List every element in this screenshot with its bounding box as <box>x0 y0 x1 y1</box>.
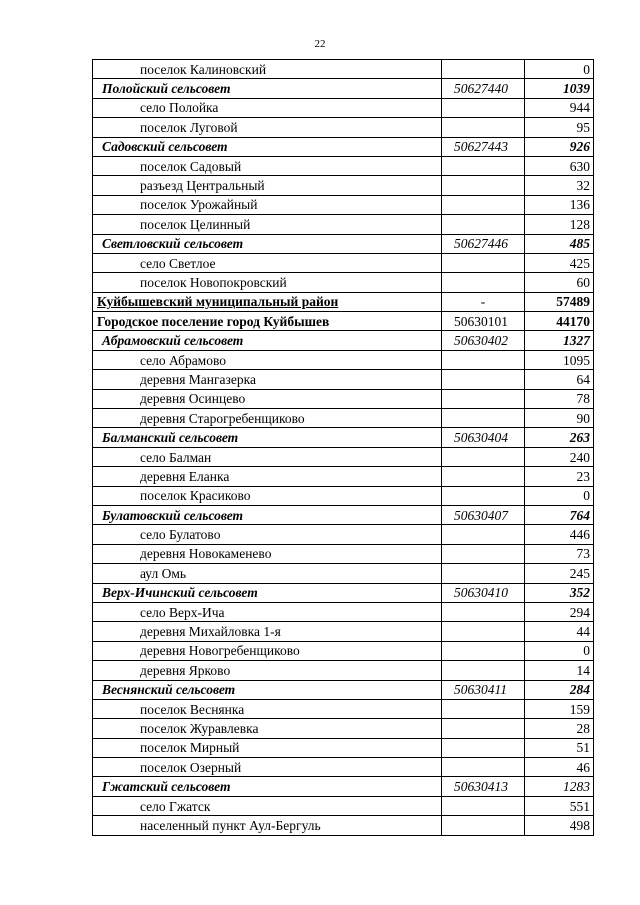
code-cell <box>442 738 525 757</box>
name-cell: Городское поселение город Куйбышев <box>93 312 442 331</box>
page-number: 22 <box>314 38 326 50</box>
population-cell: 78 <box>525 389 594 408</box>
code-cell <box>442 796 525 815</box>
code-cell <box>442 486 525 505</box>
table-row-city <box>93 312 594 331</box>
name-cell: поселок Урожайный <box>93 195 442 214</box>
table-row-council <box>93 680 594 699</box>
population-cell: 294 <box>525 602 594 621</box>
population-cell: 23 <box>525 467 594 486</box>
code-cell <box>442 156 525 175</box>
population-cell: 630 <box>525 156 594 175</box>
population-cell: 926 <box>525 137 594 156</box>
table-row-district <box>93 292 594 311</box>
code-cell <box>442 719 525 738</box>
table-row-settlement <box>93 195 594 214</box>
table-row-settlement <box>93 486 594 505</box>
code-cell <box>442 215 525 234</box>
table-row-council <box>93 79 594 98</box>
code-cell <box>442 409 525 428</box>
population-cell: 0 <box>525 641 594 660</box>
population-cell: 159 <box>525 699 594 718</box>
code-cell: 50630402 <box>442 331 525 350</box>
population-cell: 944 <box>525 98 594 117</box>
name-cell: деревня Мангазерка <box>93 370 442 389</box>
code-cell <box>442 253 525 272</box>
table-row-settlement <box>93 738 594 757</box>
name-cell: деревня Старогребенщиково <box>93 409 442 428</box>
name-cell: Садовский сельсовет <box>93 137 442 156</box>
code-cell: 50630404 <box>442 428 525 447</box>
table-row-settlement <box>93 816 594 835</box>
population-cell: 1095 <box>525 350 594 369</box>
name-cell: деревня Еланка <box>93 467 442 486</box>
table-row-settlement <box>93 156 594 175</box>
population-cell: 136 <box>525 195 594 214</box>
code-cell <box>442 389 525 408</box>
population-cell: 263 <box>525 428 594 447</box>
population-cell: 44170 <box>525 312 594 331</box>
table-row-settlement <box>93 622 594 641</box>
table-row-settlement <box>93 60 594 79</box>
code-cell <box>442 641 525 660</box>
table-row-settlement <box>93 350 594 369</box>
name-cell: село Гжатск <box>93 796 442 815</box>
table-row-settlement <box>93 641 594 660</box>
code-cell: 50630407 <box>442 505 525 524</box>
code-cell <box>442 195 525 214</box>
name-cell: поселок Веснянка <box>93 699 442 718</box>
name-cell: поселок Новопокровский <box>93 273 442 292</box>
table-row-settlement <box>93 564 594 583</box>
code-cell <box>442 273 525 292</box>
code-cell: 50627443 <box>442 137 525 156</box>
code-cell: 50630101 <box>442 312 525 331</box>
name-cell: поселок Целинный <box>93 215 442 234</box>
code-cell <box>442 564 525 583</box>
population-cell: 551 <box>525 796 594 815</box>
table-row-settlement <box>93 699 594 718</box>
table-row-settlement <box>93 525 594 544</box>
name-cell: поселок Красиково <box>93 486 442 505</box>
code-cell <box>442 350 525 369</box>
name-cell: Полойский сельсовет <box>93 79 442 98</box>
code-cell <box>442 699 525 718</box>
name-cell: деревня Новокаменево <box>93 544 442 563</box>
code-cell <box>442 544 525 563</box>
table-row-settlement <box>93 389 594 408</box>
table-row-settlement <box>93 467 594 486</box>
name-cell: Верх-Ичинский сельсовет <box>93 583 442 602</box>
code-cell <box>442 60 525 79</box>
table-row-council <box>93 505 594 524</box>
population-cell: 128 <box>525 215 594 234</box>
table-row-settlement <box>93 602 594 621</box>
name-cell: поселок Калиновский <box>93 60 442 79</box>
table-body <box>93 60 594 836</box>
name-cell: Балманский сельсовет <box>93 428 442 447</box>
population-cell: 425 <box>525 253 594 272</box>
population-cell: 90 <box>525 409 594 428</box>
name-cell: деревня Ярково <box>93 661 442 680</box>
name-cell: село Балман <box>93 447 442 466</box>
code-cell: 50630410 <box>442 583 525 602</box>
name-cell: Булатовский сельсовет <box>93 505 442 524</box>
name-cell: село Полойка <box>93 98 442 117</box>
code-cell <box>442 98 525 117</box>
population-cell: 51 <box>525 738 594 757</box>
code-cell: 50627440 <box>442 79 525 98</box>
name-cell: Веснянский сельсовет <box>93 680 442 699</box>
name-cell: Светловский сельсовет <box>93 234 442 253</box>
code-cell <box>442 176 525 195</box>
population-cell: 245 <box>525 564 594 583</box>
name-cell: Куйбышевский муниципальный район <box>93 292 442 311</box>
table-row-council <box>93 583 594 602</box>
population-cell: 0 <box>525 486 594 505</box>
table-row-settlement <box>93 98 594 117</box>
population-cell: 1039 <box>525 79 594 98</box>
code-cell <box>442 816 525 835</box>
population-cell: 498 <box>525 816 594 835</box>
population-cell: 73 <box>525 544 594 563</box>
name-cell: аул Омь <box>93 564 442 583</box>
table-row-council <box>93 234 594 253</box>
name-cell: Гжатский сельсовет <box>93 777 442 796</box>
name-cell: село Светлое <box>93 253 442 272</box>
code-cell <box>442 370 525 389</box>
population-cell: 95 <box>525 118 594 137</box>
name-cell: Абрамовский сельсовет <box>93 331 442 350</box>
population-cell: 64 <box>525 370 594 389</box>
population-cell: 284 <box>525 680 594 699</box>
table-row-settlement <box>93 273 594 292</box>
table-row-settlement <box>93 661 594 680</box>
code-cell <box>442 758 525 777</box>
population-cell: 46 <box>525 758 594 777</box>
population-cell: 240 <box>525 447 594 466</box>
population-cell: 485 <box>525 234 594 253</box>
name-cell: село Абрамово <box>93 350 442 369</box>
code-cell <box>442 118 525 137</box>
code-cell: 50630413 <box>442 777 525 796</box>
table-row-settlement <box>93 253 594 272</box>
name-cell: поселок Журавлевка <box>93 719 442 738</box>
name-cell: поселок Озерный <box>93 758 442 777</box>
table-row-settlement <box>93 215 594 234</box>
table-row-settlement <box>93 758 594 777</box>
table-row-settlement <box>93 409 594 428</box>
name-cell: село Булатово <box>93 525 442 544</box>
table-row-council <box>93 331 594 350</box>
population-cell: 44 <box>525 622 594 641</box>
population-cell: 764 <box>525 505 594 524</box>
code-cell <box>442 467 525 486</box>
name-cell: разъезд Центральный <box>93 176 442 195</box>
code-cell <box>442 447 525 466</box>
population-cell: 32 <box>525 176 594 195</box>
name-cell: поселок Луговой <box>93 118 442 137</box>
population-cell: 60 <box>525 273 594 292</box>
table-row-settlement <box>93 447 594 466</box>
table-row-settlement <box>93 796 594 815</box>
code-cell <box>442 661 525 680</box>
code-cell <box>442 622 525 641</box>
table-row-council <box>93 137 594 156</box>
name-cell: поселок Садовый <box>93 156 442 175</box>
population-cell: 0 <box>525 60 594 79</box>
name-cell: село Верх-Ича <box>93 602 442 621</box>
population-cell: 57489 <box>525 292 594 311</box>
name-cell: деревня Новогребенщиково <box>93 641 442 660</box>
code-cell: - <box>442 292 525 311</box>
population-cell: 14 <box>525 661 594 680</box>
table-row-council-plain <box>93 777 594 796</box>
population-cell: 352 <box>525 583 594 602</box>
code-cell: 50627446 <box>442 234 525 253</box>
table-row-settlement <box>93 544 594 563</box>
table-row-council <box>93 428 594 447</box>
name-cell: поселок Мирный <box>93 738 442 757</box>
code-cell <box>442 602 525 621</box>
population-cell: 1283 <box>525 777 594 796</box>
code-cell: 50630411 <box>442 680 525 699</box>
table-row-settlement <box>93 719 594 738</box>
population-cell: 28 <box>525 719 594 738</box>
name-cell: деревня Осинцево <box>93 389 442 408</box>
table-row-settlement <box>93 176 594 195</box>
code-cell <box>442 525 525 544</box>
population-cell: 446 <box>525 525 594 544</box>
name-cell: населенный пункт Аул-Бергуль <box>93 816 442 835</box>
settlement-population-table <box>92 59 594 836</box>
population-cell: 1327 <box>525 331 594 350</box>
name-cell: деревня Михайловка 1-я <box>93 622 442 641</box>
table-row-settlement <box>93 118 594 137</box>
table-row-settlement <box>93 370 594 389</box>
